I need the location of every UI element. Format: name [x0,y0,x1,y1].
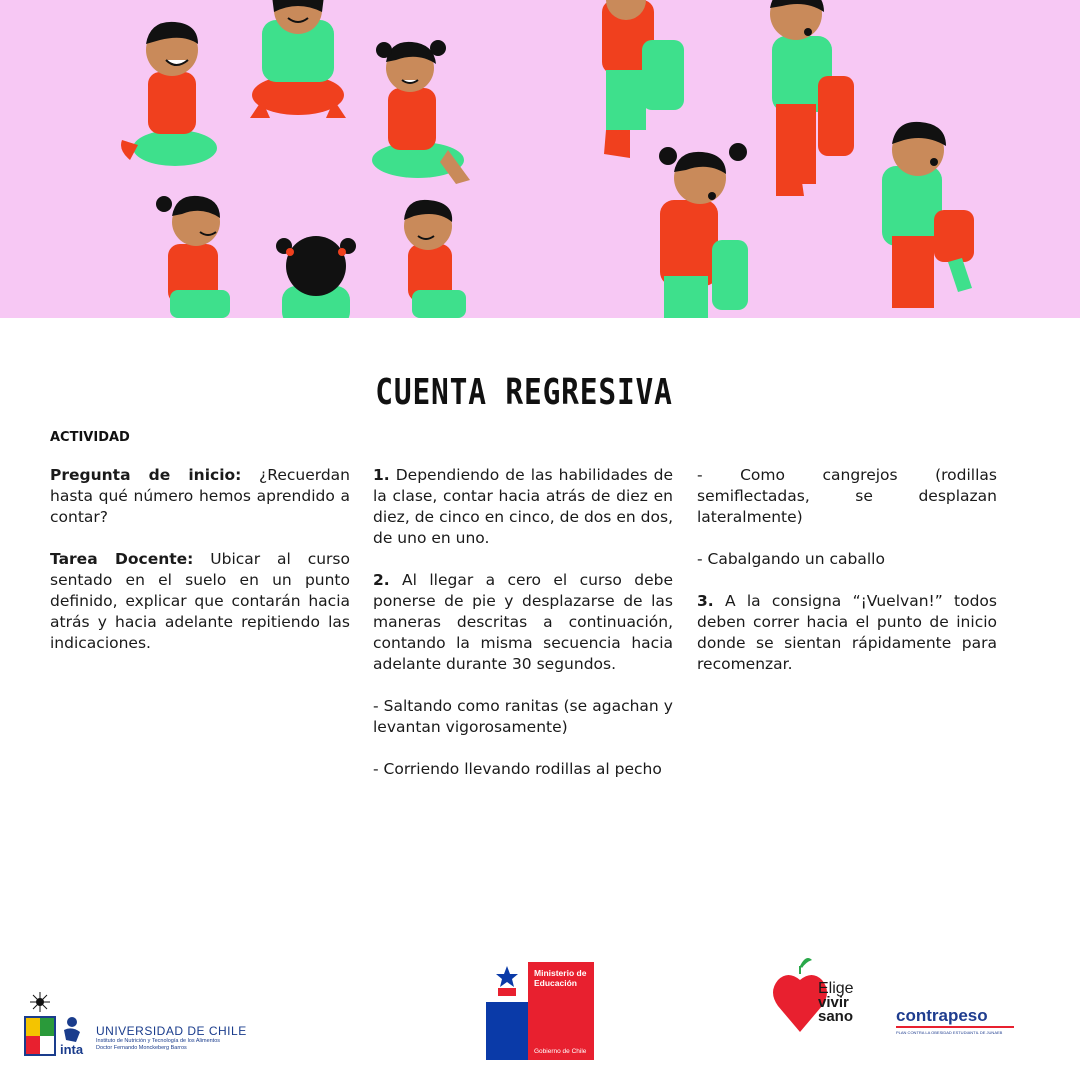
step-1-number: 1. [373,466,390,484]
step-2-text: Al llegar a cero el curso debe ponerse de pie y desplazarse de las maneras descritas a continuación, contando la misma secuencia hacia adelante durante 30 segundos. [373,571,673,673]
children-illustration [0,0,1080,318]
teacher-task [50,549,350,654]
gobierno-de-chile: Gobierno de Chile [534,1048,587,1055]
movement-item-2: - Corriendo llevando rodillas al pecho [373,760,662,778]
page-title: CUENTA REGRESIVA [375,372,673,413]
step-3-text: A la consigna “¡Vuelvan!” todos deben correr hacia el punto de inicio donde se sientan rápidamente para recomenzar. [697,592,997,673]
column-2 [373,465,673,801]
mineduc-line-2: Educación [534,978,577,988]
mineduc-name [534,968,586,988]
step-1 [373,465,673,549]
uchile-name: UNIVERSIDAD DE CHILE [96,1024,247,1038]
opening-question-label: Pregunta de inicio: [50,466,242,484]
mineduc-logo [486,962,594,1060]
movement-item-3: - Como cangrejos (rodillas semiflectadas, se desplazan lateralmente) [697,466,997,526]
teacher-task-text: Ubicar al curso sentado en el suelo en un punto definido, explicar que contarán hacia atrás y hacia adelante repitiendo las indicaciones. [50,550,350,652]
child-sitting-1 [121,22,217,166]
child-sitting-4 [156,196,230,318]
child-sitting-6 [404,200,466,318]
column-3 [697,465,997,696]
contrapeso-logo [896,1006,1026,1036]
step-1-text: Dependiendo de las habilidades de la clase, contar hacia atrás de diez en diez, de cinco en cinco, de dos en dos, de uno en uno. [373,466,673,547]
step-3-number: 3. [697,592,714,610]
inta-word: inta [60,1042,84,1057]
step-2 [373,570,673,675]
vivir-word: vivir [818,994,849,1011]
child-standing-2 [770,0,854,196]
elige-vivir-sano-logo [772,954,888,1038]
section-label: ACTIVIDAD [50,430,130,445]
elige-text-block [818,982,854,1024]
contrapeso-subtitle: PLAN CONTRA LA OBESIDAD ESTUDIANTIL DE JUNAEB [896,1030,1003,1035]
chile-coat-of-arms-icon [486,962,528,1002]
child-standing-4 [882,122,974,308]
movement-item-1: - Saltando como ranitas (se agachan y levantan vigorosamente) [373,697,673,736]
uchile-crest-icon [22,990,96,1062]
step-3 [697,591,997,675]
contrapeso-word: contrapeso [896,1006,988,1025]
inta-subtitle-2: Doctor Fernando Monckeberg Barros [96,1045,187,1051]
column-1 [50,465,350,675]
inta-subtitle-1: Instituto de Nutrición y Tecnología de los Alimentos [96,1038,221,1044]
child-sitting-5 [276,236,356,318]
child-standing-3 [659,143,748,318]
sano-word: sano [818,1008,854,1025]
opening-question [50,465,350,528]
uchile-text-block [96,1024,246,1052]
teacher-task-label: Tarea Docente: [50,550,194,568]
elige-word: Elige [818,980,854,997]
movement-item-4: - Cabalgando un caballo [697,550,885,568]
opening-question-text: ¿Recuerdan hasta qué número hemos aprendido a contar? [50,466,351,526]
mineduc-line-1: Ministerio de [534,968,587,978]
child-sitting-3 [372,40,470,184]
step-2-number: 2. [373,571,390,589]
illustration-banner [0,0,1080,318]
child-sitting-2 [250,0,346,118]
child-standing-1 [602,0,684,158]
uchile-inta-logo [22,990,247,1062]
